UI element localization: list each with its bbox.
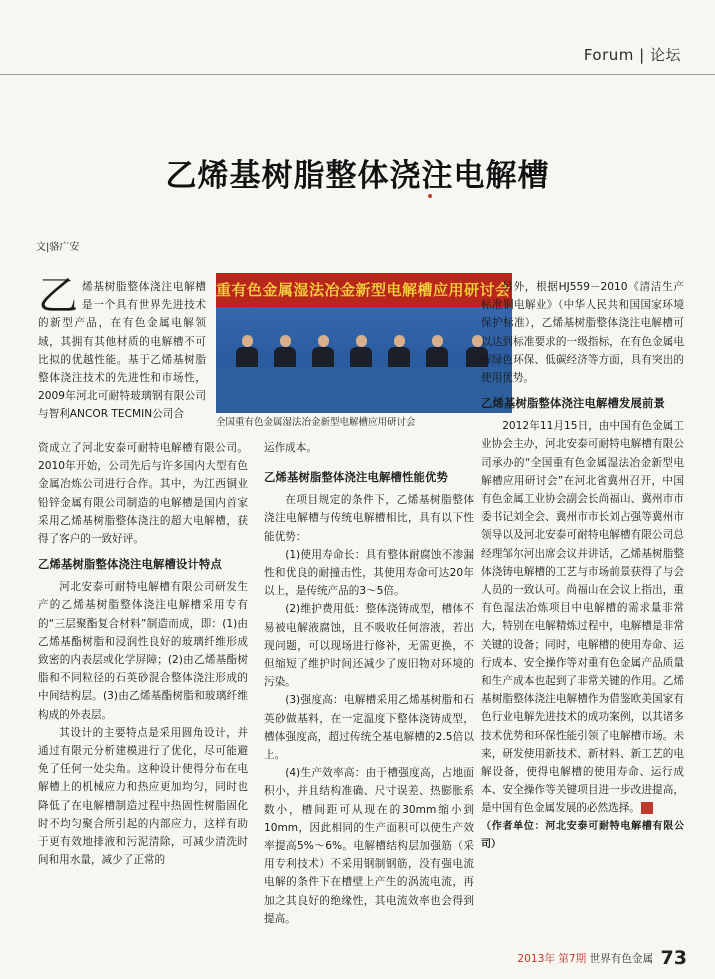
drop-cap: 乙 xyxy=(38,273,78,319)
column-2 xyxy=(264,439,474,928)
speaker-figure xyxy=(312,335,334,367)
photo-table xyxy=(216,367,512,413)
author-unit: （作者单位：河北安泰可耐特电解槽有限公司） xyxy=(481,820,684,850)
paragraph: 其设计的主要特点是采用圆角设计，并通过有限元分析建模进行了优化，尽可能避免了任何一处尖角。这种设计使得分布在电解槽上的机械应力和热应更加均匀，同时也降低了在电解槽制造过程中热固性树脂固化时不均匀聚合所引起的内部应力，这样有助于更有效地排液和污泥清除，可减少清洗时间和用水量，减少了正常的 xyxy=(38,726,248,867)
conference-photo xyxy=(216,273,512,413)
speaker-figure xyxy=(236,335,258,367)
paragraph: 河北安泰可耐特电解槽有限公司研发生产的乙烯基树脂整体浇注电解槽采用专有的“三层聚酯复合材料”制造而成，即：(1)由乙烯基酯树脂和浸润性良好的玻璃纤维形成致密的内表层或化学屏障；(2)由乙烯基酯树脂和不同粒径的石英砂混合整体浇注形成的中间结构层。(3)由乙烯基酯树脂和玻璃纤维构成的外表层。 xyxy=(38,581,248,721)
paragraph: 另外，根据HJ559－2010《清洁生产标准铜电解业》（中华人民共和国国家环境保护标准），乙烯基树脂整体浇注电解槽可以达到标准要求的一级指标，在有色金属电解绿色环保、低碳经济等方面，具有突出的使用优势。 xyxy=(481,281,684,385)
paragraph: 在项目规定的条件下，乙烯基树脂整体浇注电解槽与传统电解槽相比，具有以下性能优势： xyxy=(264,494,474,543)
header-rule xyxy=(0,74,715,75)
speaker-figure xyxy=(426,335,448,367)
section-heading: 乙烯基树脂整体浇注电解槽发展前景 xyxy=(481,397,665,411)
issue-label: 2013年 第7期 xyxy=(517,953,587,965)
speaker-figure xyxy=(388,335,410,367)
intro-column-top xyxy=(38,273,206,424)
column-1 xyxy=(38,439,248,869)
speaker-figure xyxy=(274,335,296,367)
paragraph-continuation: 运作成本。 xyxy=(264,442,317,454)
title-accent-dot xyxy=(428,194,432,198)
magazine-name: 世界有色金属 xyxy=(589,953,654,965)
list-paragraph: (1)使用寿命长：具有整体耐腐蚀不渗漏性和优良的耐撞击性，其使用寿命可达20年以上，是传统产品的3～5倍。 xyxy=(264,548,474,598)
photo-caption: 全国重有色金属湿法冶金新型电解槽应用研讨会 xyxy=(216,417,416,428)
section-heading: 乙烯基树脂整体浇注电解槽设计特点 xyxy=(38,558,222,572)
byline: 文|骆广安 xyxy=(36,242,80,253)
list-paragraph: (2)维护费用低：整体浇铸成型，槽体不易被电解液腐蚀，且不吸收任何溶液，若出现问题，可以现场进行修补，无需更换，不但缩短了维护时间还减少了废旧物对环境的污染。 xyxy=(264,603,474,689)
column-3 xyxy=(481,278,684,854)
section-heading: 乙烯基树脂整体浇注电解槽性能优势 xyxy=(264,471,448,485)
intro-paragraph xyxy=(38,273,206,424)
intro-text-b: 资成立了河北安泰可耐特电解槽有限公司。2010年开始，公司先后与许多国内大型有色金属冶炼公司进行合作。其中，为江西铜业铅锌金属有限公司制造的电解槽是国内首家采用乙烯基树脂整体浇注的超大电解槽，获得了客户的一致好评。 xyxy=(38,442,248,546)
list-paragraph: (3)强度高：电解槽采用乙烯基树脂和石英砂做基料，在一定温度下整体浇铸成型，槽体强度高，超过传统仝基电解槽的2.5倍以上。 xyxy=(264,694,474,762)
paragraph xyxy=(481,417,684,817)
article-title: 乙烯基树脂整体浇注电解槽 xyxy=(165,158,550,194)
page-number: 73 xyxy=(660,947,687,969)
photo-banner: 重有色金属湿法冶金新型电解槽应用研讨会 xyxy=(216,273,512,307)
page-footer xyxy=(517,947,687,969)
intro-text-a: 烯基树脂整体浇注电解槽是一个具有世界先进技术的新型产品，在有色金属电解领域，其拥有其他材质的电解槽不可比拟的优越性能。基于乙烯基树脂整体浇注技术的先进性和市场性，2009年河北可耐特玻璃钢有限公司与智利ANCOR TECMIN公司合 xyxy=(38,281,206,421)
list-paragraph: (4)生产效率高：由于槽强度高，占地面积小，并且结构准确、尺寸误差、热膨胀系数小，槽间距可从现在的30mm缩小到10mm，因此相同的生产面积可以使生产效率提高5%～6%。电解槽结构层加强筋（采用专利技术）不采用钢制钢筋，没有强电流电解的条件下在槽壁上产生的涡流电流，再加之其良好的绝缘性，其电流效率也会得到提高。 xyxy=(264,767,474,925)
end-mark-icon: 世 xyxy=(641,802,653,814)
section-label: Forum | 论坛 xyxy=(583,46,681,64)
speaker-figure xyxy=(350,335,372,367)
closing-text: 2012年11月15日，由中国有色金属工业协会主办，河北安泰可耐特电解槽有限公司承办的“全国重有色金属湿法冶金新型电解槽应用研讨会”在河北省冀州召开，中国有色金属工业协会副会长尚福山、冀州市市委书记刘全会、冀州市市长刘占强等冀州市领导以及河北安泰可耐特电解槽有限公司总经理邹尔河出席会议并讲话，乙烯基树脂整体浇铸电解槽的工艺与市场前景获得了与会人员的一致认可。尚福山在会议上指出，重有色湿法冶炼项目中电解槽的需求量非常大，特别在电解精炼过程中，电解槽是非常关键的设备；同时，电解槽的使用寿命、运行成本、安全操作等对重有色金属产品质量和生产成本也起到了非常关键的作用。乙烯基树脂整体浇注电解槽作为借鉴欧美国家有色行业电解先进技术的成功案例，以其诸多技术优势和环保性能引领了电解槽市场。未来，研发使用新技术、新材料、新工艺的电解设备，使得电解槽的使用寿命、运行成本、安全操作等关键项目进一步改进提高，是中国有色金属发展的必然选择。 xyxy=(481,420,684,815)
